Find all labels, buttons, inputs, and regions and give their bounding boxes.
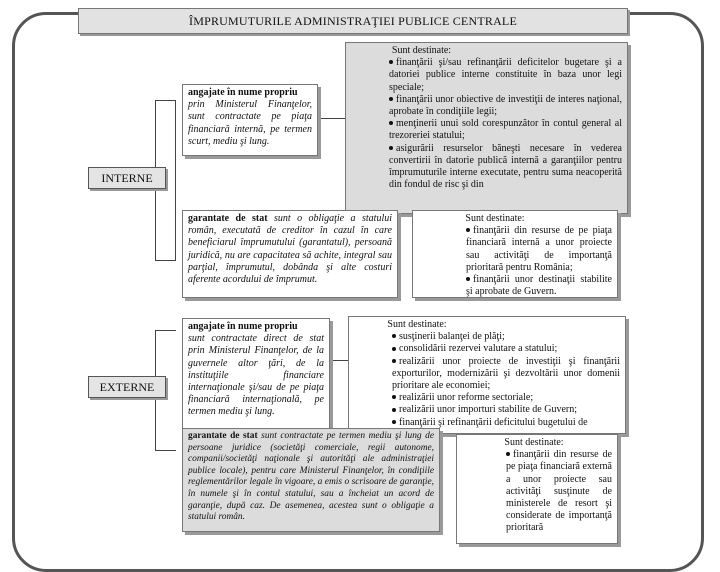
list-item: susţinerii balanţei de plăţi;: [392, 331, 620, 343]
label-interne: INTERNE: [88, 167, 166, 189]
externe-propriu-text: sunt contractate direct de stat prin Ministerul Finanţelor, de la guvernele altor ţări, de la instituţiile financiare internaţionale şi/sau de pe piaţa financiară internaţională, pe termen mediu şi lung.: [188, 333, 324, 418]
bullet-icon: [389, 146, 393, 150]
list-item: finanţării din resurse de pe piaţa financiară internă a unor proiecte sau activităţi de importanţă prioritară pentru România;: [466, 225, 612, 273]
connector-externe-bottom: [155, 450, 176, 451]
bullet-icon: [392, 420, 396, 424]
interne-garantate-text: sunt o obligaţie a statului român, executată de creditor în cazul în care beneficiarul împrumutului (garantatul), persoană juridică, nu are capacitatea să achite, integral sau parţial, împrumutul, dobânda şi alte costuri aferente acordului de împrumut.: [188, 213, 392, 286]
externe-propriu-dest-box: [348, 316, 626, 434]
bullet-icon: [392, 408, 396, 412]
bullet-icon: [392, 359, 396, 363]
externe-garantate-dest-box: [456, 434, 618, 544]
connector-interne-top: [155, 100, 176, 101]
list-item: finanţării şi/sau refinanţării deficitelor bugetare şi a datoriei publice interne constituite în baza unor legi speciale;: [389, 57, 622, 93]
connector-externe-dest: [330, 360, 348, 361]
interne-propriu-box: [182, 84, 318, 156]
bullet-icon: [392, 395, 396, 399]
diagram-title: ÎMPRUMUTURILE ADMINISTRAŢIEI PUBLICE CENTRALE: [78, 8, 628, 34]
externe-garantate-head: garantate de stat: [188, 431, 258, 441]
bullet-icon: [392, 347, 396, 351]
list-item: finanţării unor destinaţii stabilite şi aprobate de Guvern.: [466, 274, 612, 298]
interne-garantate-box: [182, 210, 398, 298]
list-item: asigurării resurselor băneşti necesare în vederea convertirii în datorie publică internă a garanţiilor pentru împrumuturile interne executate, pentru suma neacoperită din fondul de risc şi din: [389, 142, 622, 191]
interne-propriu-text: prin Ministerul Finanţelor, sunt contractate pe piaţa financiară internă, pe termen scurt, mediu şi lung.: [188, 99, 312, 147]
list-item: realizării unor importuri stabilite de Guvern;: [392, 404, 620, 416]
interne-garantate-dest-head: Sunt destinate:: [465, 213, 525, 224]
bullet-icon: [389, 121, 393, 125]
externe-propriu-box: [182, 318, 330, 430]
interne-propriu-head: angajate în nume propriu: [188, 87, 298, 98]
connector-interne-bottom: [155, 260, 176, 261]
bullet-icon: [506, 452, 510, 456]
label-externe: EXTERNE: [88, 376, 166, 398]
bullet-icon: [466, 228, 470, 232]
externe-garantate-dest-head: Sunt destinate:: [504, 437, 564, 448]
list-item: finanţării şi refinanţării deficitului bugetului de: [392, 417, 620, 429]
list-item: realizării unor reforme sectoriale;: [392, 392, 620, 404]
connector-externe-top: [155, 330, 176, 331]
interne-garantate-dest-box: [412, 210, 618, 298]
connector-propriu-dest: [318, 118, 346, 119]
list-item: finanţării unor obiective de investiţii de interes naţional, aprobate în condiţiile legii;: [389, 93, 622, 118]
bullet-icon: [389, 60, 393, 64]
interne-garantate-head: garantate de stat: [188, 213, 268, 224]
list-item: finanţării din resurse de pe piaţa financiară externă a unor proiecte sau activităţi susţinute de ministerele de resort şi considerate de importanţă prioritară: [506, 449, 612, 534]
list-item: realizării unor proiecte de investiţii şi finanţării exporturilor, modernizării şi dezvoltării unor domenii prioritare ale economiei;: [392, 355, 620, 392]
interne-propriu-dest-head: Sunt destinate:: [391, 45, 452, 56]
bullet-icon: [392, 334, 396, 338]
externe-garantate-box: [182, 428, 440, 532]
externe-garantate-text: sunt contractate pe termen mediu şi lung de persoane juridice (societăţi comerciale, regii autonome, companii/societăţi naţionale şi autorităţi ale administraţiei publice locale), pentru care Ministerul Finanţelor, în condiţiile reglementărilor legale în vigoare, a emis o scrisoare de garanţie, în numele şi în contul statului, sau a încheiat un acord de garanţie, după caz. De asemenea, acestea sunt o obligaţie a statului român.: [188, 431, 434, 523]
connector-interne-vertical: [175, 100, 176, 260]
bullet-icon: [466, 277, 470, 281]
list-item: menţinerii unui sold corespunzător în contul general al trezoreriei statului;: [389, 118, 622, 142]
bullet-icon: [389, 97, 393, 101]
externe-propriu-dest-head: Sunt destinate:: [387, 319, 447, 330]
externe-propriu-head: angajate în nume propriu: [188, 321, 298, 332]
interne-propriu-dest-box: [345, 42, 628, 214]
list-item: consolidării rezervei valutare a statului;: [392, 343, 620, 355]
